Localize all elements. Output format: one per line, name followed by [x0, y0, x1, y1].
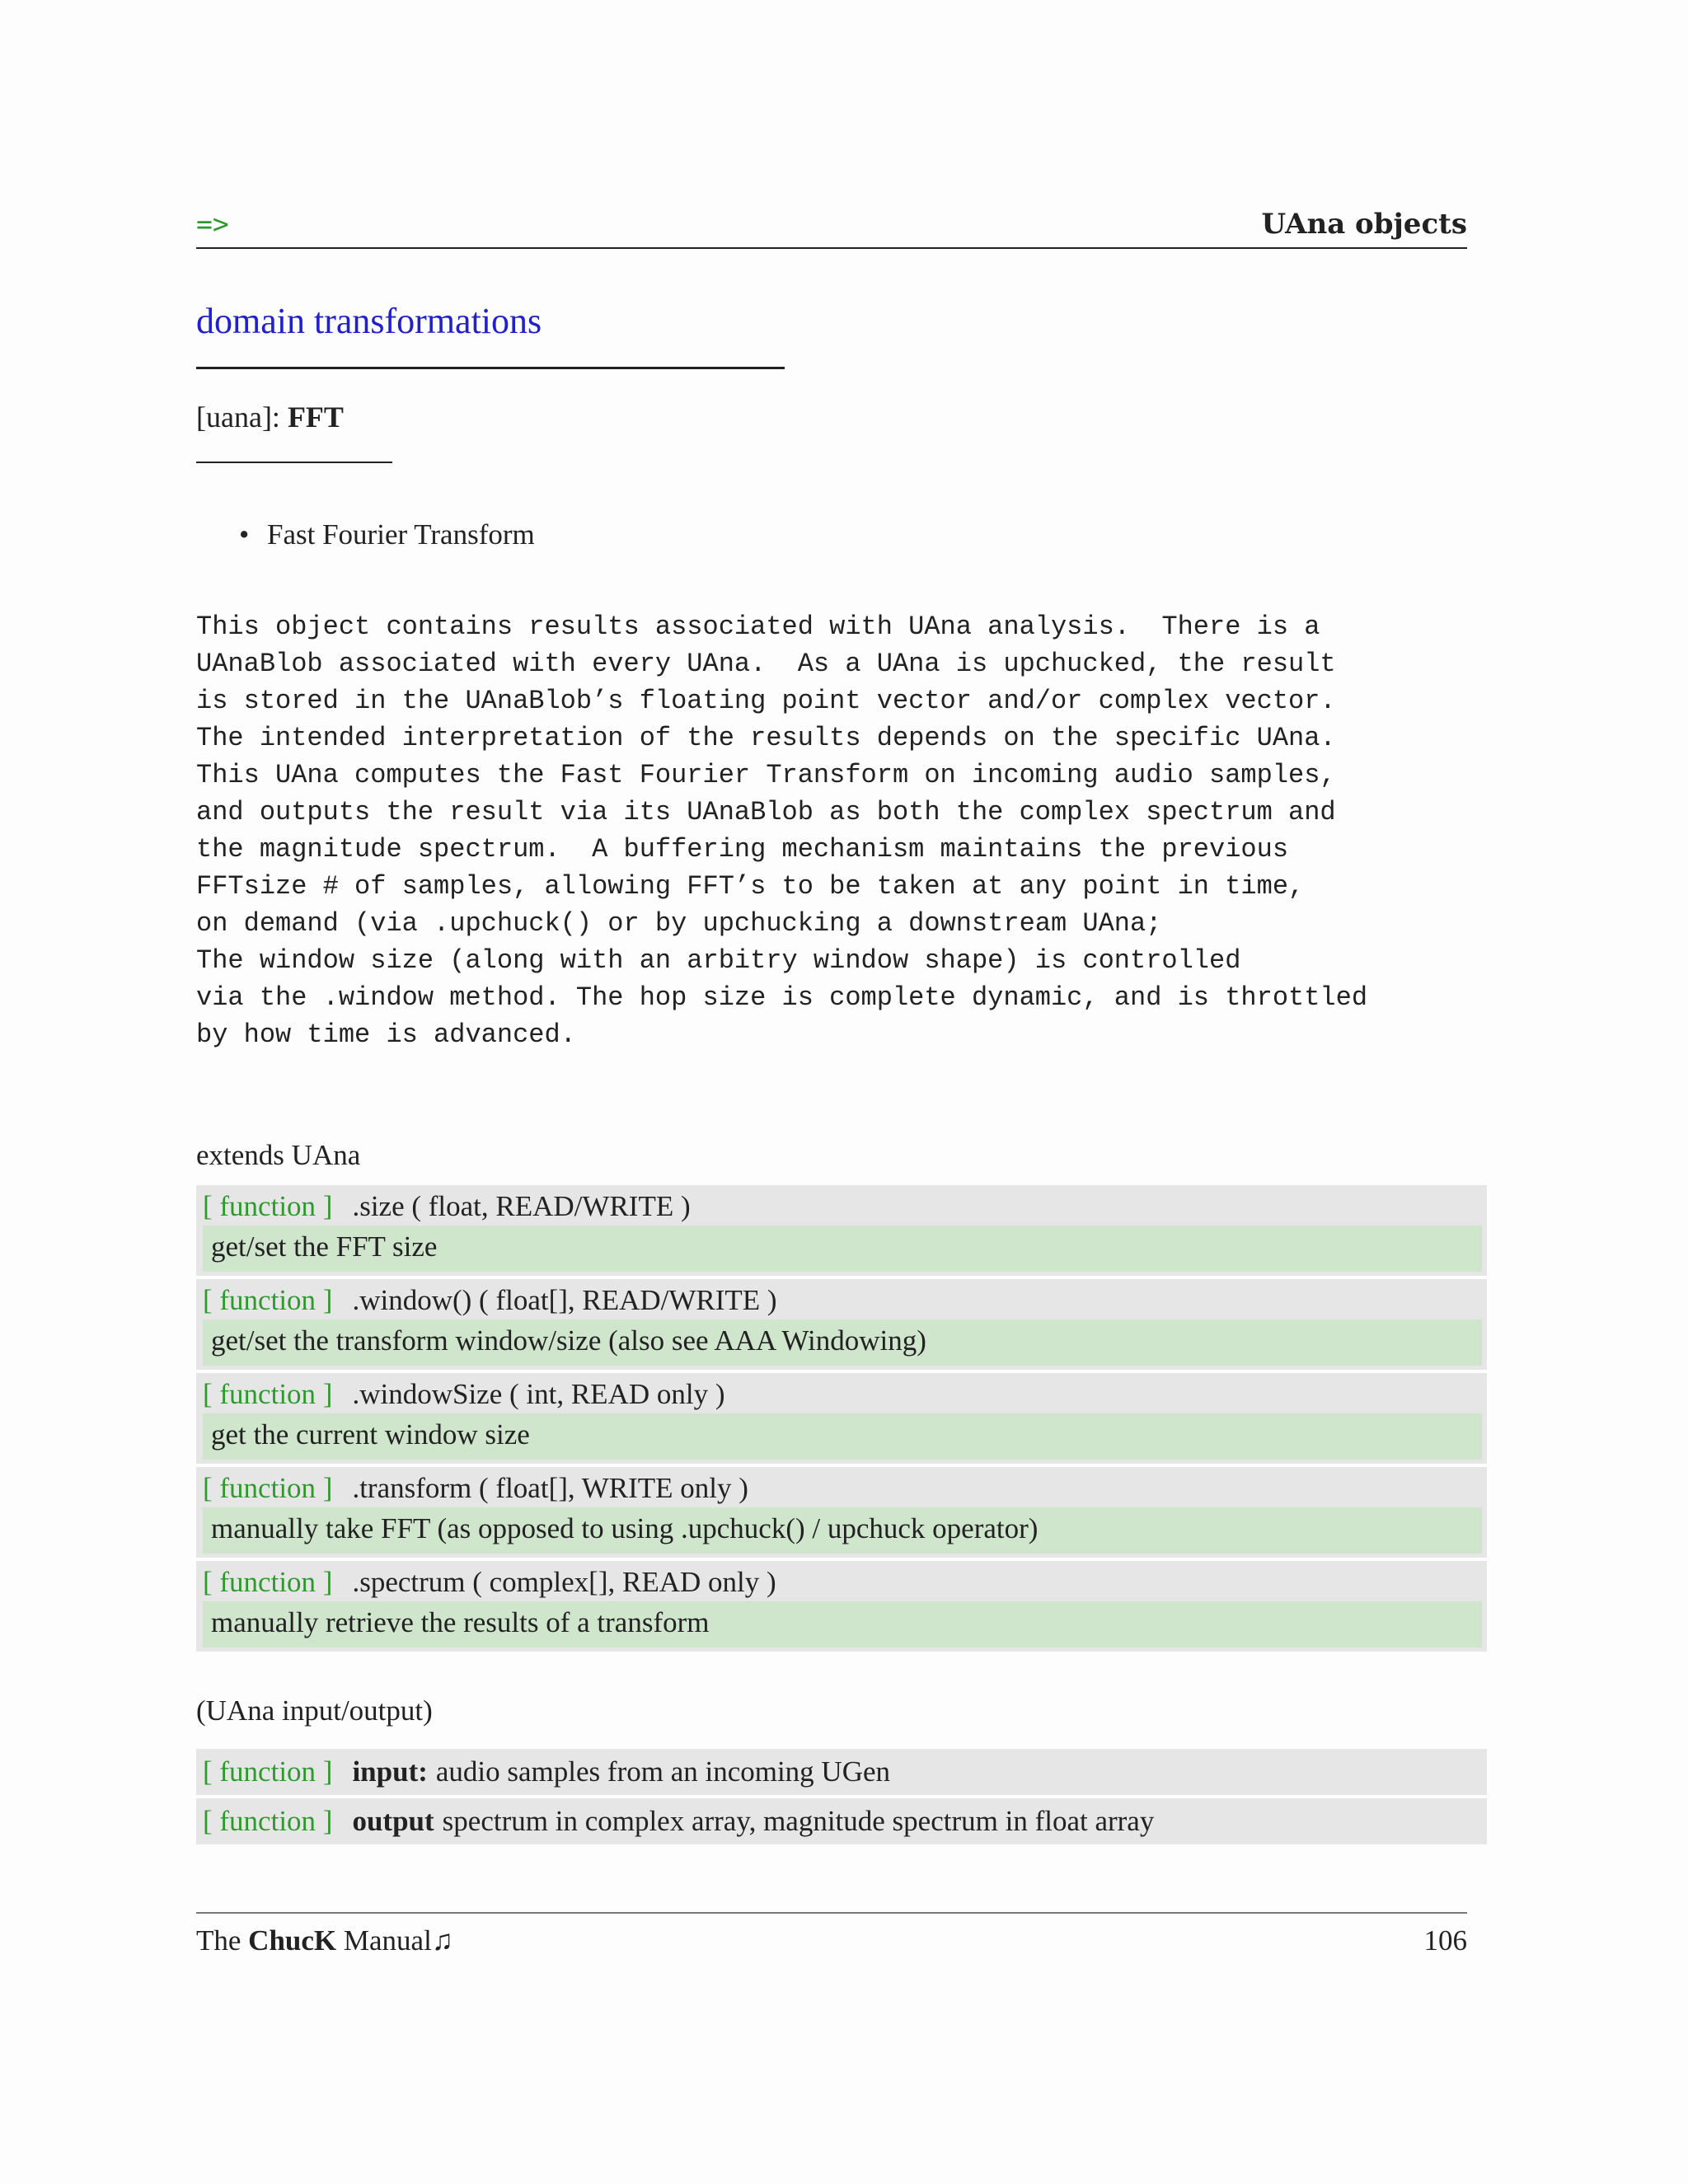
class-rule: [196, 462, 392, 463]
class-prefix: [uana]:: [196, 401, 280, 434]
io-section-title: (UAna input/output): [196, 1694, 433, 1727]
extends-label: extends UAna: [196, 1139, 361, 1171]
description-line: the magnitude spectrum. A buffering mechanism maintains the previous: [196, 834, 1289, 865]
description: [196, 608, 1482, 1053]
bullet-dot: •: [239, 518, 250, 551]
function-doc: get the current window size: [203, 1413, 1482, 1460]
function-signature: .windowSize ( int, READ only ): [352, 1378, 725, 1410]
description-line: The window size (along with an arbitry window shape) is controlled: [196, 945, 1241, 976]
function-tag: [ function ]: [203, 1378, 333, 1410]
function-doc: get/set the FFT size: [203, 1226, 1482, 1272]
page-header: [196, 206, 1467, 249]
function-entry: [196, 1561, 1487, 1652]
io-list: [196, 1749, 1487, 1848]
page-footer: [196, 1920, 1467, 1961]
io-entry: [196, 1749, 1487, 1795]
function-doc: manually retrieve the results of a transform: [203, 1601, 1482, 1647]
function-tag: [ function ]: [203, 1190, 333, 1222]
io-entry: [196, 1798, 1487, 1844]
header-arrow: =>: [196, 208, 229, 240]
bullet-item: [239, 515, 535, 555]
function-signature: .transform ( float[], WRITE only ): [352, 1472, 748, 1504]
header-section-title: UAna objects: [1261, 208, 1467, 241]
io-text: spectrum in complex array, magnitude spectrum in float array: [442, 1805, 1155, 1837]
io-label: input:: [352, 1755, 428, 1788]
description-line: FFTsize # of samples, allowing FFT’s to be taken at any point in time,: [196, 871, 1305, 902]
function-tag: [ function ]: [203, 1284, 333, 1316]
class-name: FFT: [287, 401, 344, 434]
footer-manual: Manual♫: [343, 1924, 454, 1957]
footer-the: The: [196, 1924, 241, 1957]
description-line: UAnaBlob associated with every UAna. As a UAna is upchucked, the result: [196, 649, 1336, 679]
function-tag: [ function ]: [203, 1566, 333, 1598]
description-line: This object contains results associated with UAna analysis. There is a: [196, 612, 1320, 642]
footer-title: [196, 1920, 453, 1961]
description-line: is stored in the UAnaBlob’s floating point vector and/or complex vector.: [196, 686, 1336, 716]
function-entry: [196, 1467, 1487, 1558]
title-rule: [196, 367, 785, 369]
footer-rule: [196, 1912, 1467, 1914]
bullet-text: Fast Fourier Transform: [267, 518, 535, 551]
description-line: on demand (via .upchuck() or by upchucking a downstream UAna;: [196, 908, 1162, 939]
description-line: and outputs the result via its UAnaBlob as both the complex spectrum and: [196, 797, 1336, 827]
description-line: This UAna computes the Fast Fourier Transform on incoming audio samples,: [196, 760, 1336, 790]
function-tag: [ function ]: [203, 1805, 333, 1837]
function-entry: [196, 1373, 1487, 1464]
page-number: 106: [1423, 1924, 1467, 1957]
function-list: [196, 1185, 1487, 1655]
function-tag: [ function ]: [203, 1472, 333, 1504]
section-title: domain transformations: [196, 301, 542, 341]
description-line: by how time is advanced.: [196, 1019, 576, 1050]
function-signature: .size ( float, READ/WRITE ): [352, 1190, 691, 1222]
function-entry: [196, 1279, 1487, 1370]
function-entry: [196, 1185, 1487, 1276]
function-doc: manually take FFT (as opposed to using .upchuck() / upchuck operator): [203, 1507, 1482, 1554]
description-line: via the .window method. The hop size is complete dynamic, and is throttled: [196, 982, 1368, 1013]
function-doc: get/set the transform window/size (also see AAA Windowing): [203, 1319, 1482, 1366]
class-heading: [196, 397, 344, 437]
description-line: The intended interpretation of the results depends on the specific UAna.: [196, 723, 1336, 753]
function-signature: .window() ( float[], READ/WRITE ): [352, 1284, 777, 1316]
function-tag: [ function ]: [203, 1755, 333, 1788]
io-label: output: [352, 1805, 434, 1837]
function-signature: .spectrum ( complex[], READ only ): [352, 1566, 776, 1598]
footer-brand: ChucK: [248, 1924, 337, 1957]
io-text: audio samples from an incoming UGen: [435, 1755, 891, 1788]
